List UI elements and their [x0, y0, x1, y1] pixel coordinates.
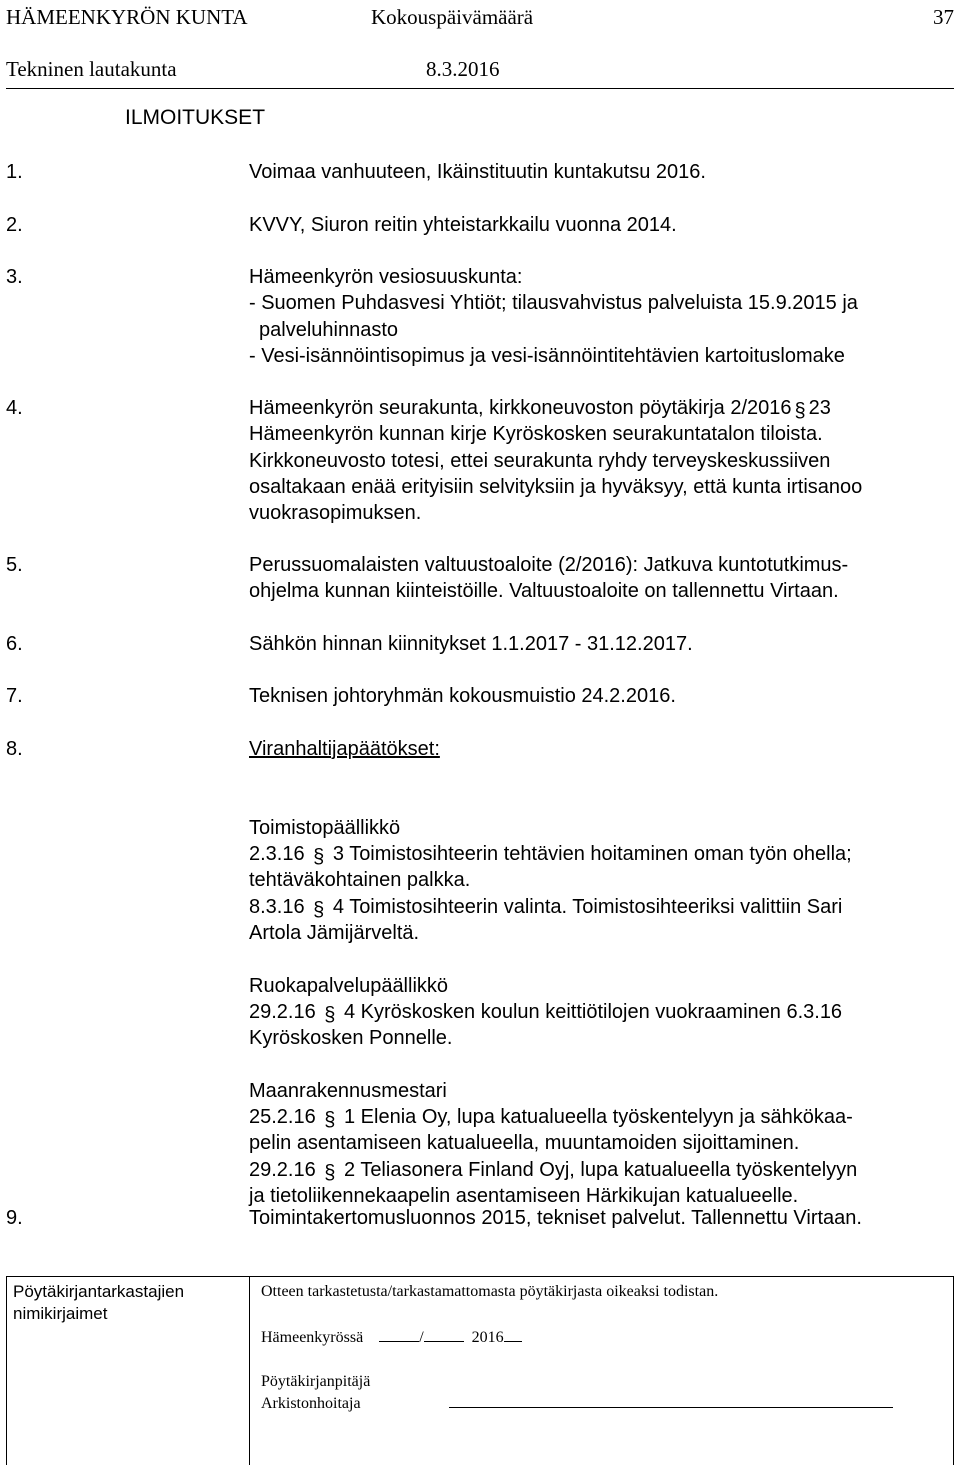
item-number: 6.	[6, 633, 23, 655]
decision-number: 1	[343, 1106, 356, 1129]
item-number: 1.	[6, 161, 23, 183]
item-number: 2.	[6, 214, 23, 236]
header-divider	[6, 88, 954, 89]
archivist-role: Arkistonhoitaja	[261, 1395, 361, 1412]
item-text: Hämeenkyrön seurakunta, kirkkoneuvoston pöytäkirja 2/2016	[249, 397, 792, 419]
place-name: Hämeenkyrössä	[261, 1329, 364, 1346]
decision-number: 4	[332, 895, 344, 918]
section-sign-icon: §	[313, 846, 325, 869]
meeting-date-label: Kokouspäivämäärä	[371, 5, 534, 29]
section-sign-icon: §	[313, 898, 325, 921]
decision-date: 25.2.16	[249, 1106, 316, 1129]
decision-text: Artola Jämijärveltä.	[249, 922, 420, 945]
recorder-role: Pöytäkirjanpitäjä	[261, 1373, 371, 1390]
item-text: - Vesi-isännöintisopimus ja vesi-isännöintitehtävien kartoituslomake	[249, 344, 845, 367]
decision-text: Toimistosihteerin valinta. Toimistosihteeriksi valittiin Sari	[349, 895, 843, 918]
item-text: - Suomen Puhdasvesi Yhtiöt; tilausvahvistus palveluista 15.9.2015 ja	[249, 292, 858, 315]
signature-year: 2016	[471, 1329, 504, 1346]
item-text: Toimintakertomusluonnos 2015, tekniset palvelut. Tallennettu Virtaan.	[249, 1207, 862, 1229]
decision-number: 2	[343, 1158, 356, 1181]
decision-date: 29.2.16	[249, 1000, 316, 1023]
inspector-initials-box	[6, 1277, 250, 1465]
decision-number: 3	[332, 843, 344, 866]
decision-text: Elenia Oy, lupa katualueella työskentelyyn ja sähkökaa-	[360, 1106, 853, 1129]
page-header	[6, 2, 954, 92]
item-number: 5.	[6, 554, 23, 576]
decision-text: Toimistosihteerin tehtävien hoitaminen oman työn ohella;	[349, 843, 852, 866]
date-slash: /	[419, 1329, 424, 1346]
official-title: Maanrakennusmestari	[249, 1079, 447, 1102]
item-text: Sähkön hinnan kiinnitykset 1.1.2017 - 31.12.2017.	[249, 633, 693, 655]
item-text: vuokrasopimuksen.	[249, 502, 422, 525]
item-text: Kirkkoneuvosto totesi, ettei seurakunta ryhdy terveyskeskussiiven	[249, 449, 831, 472]
official-title: Ruokapalvelupäällikkö	[249, 974, 449, 997]
decision-date: 8.3.16	[249, 895, 305, 918]
certification-box	[249, 1277, 954, 1465]
item-text: Hämeenkyrön kunnan kirje Kyröskosken seurakuntatalon tiloista.	[249, 423, 823, 446]
decisions-heading: Viranhaltijapäätökset:	[249, 738, 440, 760]
decision-text: Kyröskosken koulun keittiötilojen vuokraaminen 6.3.16	[360, 1000, 843, 1023]
decision-text: Kyröskosken Ponnelle.	[249, 1027, 453, 1050]
page-number: 37	[933, 5, 954, 29]
day-blank	[379, 1327, 419, 1342]
section-title: ILMOITUKSET	[125, 106, 266, 129]
decision-text: pelin asentamiseen katualueella, muuntamoiden sijoittaminen.	[249, 1132, 800, 1155]
item-text: 23	[808, 397, 831, 419]
signature-place-date	[261, 1327, 522, 1347]
section-sign-icon: §	[324, 1003, 336, 1026]
year-blank	[504, 1327, 522, 1342]
item-number: 9.	[6, 1207, 23, 1229]
item-number: 4.	[6, 397, 23, 419]
decision-date: 2.3.16	[249, 843, 305, 866]
item-text: ohjelma kunnan kiinteistöille. Valtuustoaloite on tallennettu Virtaan.	[249, 580, 839, 603]
item-text: Hämeenkyrön vesiosuuskunta:	[249, 266, 523, 288]
item-number: 7.	[6, 685, 23, 707]
decision-date: 29.2.16	[249, 1158, 316, 1181]
organization-name: HÄMEENKYRÖN KUNTA	[6, 5, 248, 29]
item-number: 3.	[6, 266, 23, 288]
decision-text: tehtäväkohtainen palkka.	[249, 869, 471, 892]
decision-text: Teliasonera Finland Oyj, lupa katualueella työskentelyyn	[360, 1158, 858, 1181]
meeting-date: 8.3.2016	[426, 57, 500, 81]
official-title: Toimistopäällikkö	[249, 816, 401, 839]
decision-text: ja tietoliikennekaapelin asentamiseen Härkikujan katualueelle.	[249, 1185, 799, 1208]
item-text: Teknisen johtoryhmän kokousmuistio 24.2.2016.	[249, 685, 676, 707]
inspector-label-line1: Pöytäkirjantarkastajien	[13, 1282, 185, 1301]
committee-name: Tekninen lautakunta	[6, 57, 177, 81]
item-text: Perussuomalaisten valtuustoaloite (2/2016): Jatkuva kuntotutkimus-	[249, 554, 849, 576]
item-text: palveluhinnasto	[259, 318, 398, 341]
section-sign-icon: §	[324, 1109, 336, 1132]
item-text: Voimaa vanhuuteen, Ikäinstituutin kuntakutsu 2016.	[249, 161, 706, 183]
item-number: 8.	[6, 738, 23, 760]
decision-number: 4	[343, 1000, 356, 1023]
section-sign-icon: §	[794, 400, 806, 422]
inspector-label-line2: nimikirjaimet	[13, 1304, 108, 1323]
page-footer	[6, 1276, 954, 1465]
signature-line	[449, 1393, 893, 1408]
item-text: KVVY, Siuron reitin yhteistarkkailu vuonna 2014.	[249, 214, 677, 236]
item-text: osaltakaan enää erityisiin selvityksiin ja hyväksyy, että kunta irtisanoo	[249, 475, 863, 498]
month-blank	[424, 1327, 464, 1342]
certification-text: Otteen tarkastetusta/tarkastamattomasta pöytäkirjasta oikeaksi todistan.	[261, 1283, 719, 1300]
section-sign-icon: §	[324, 1161, 336, 1184]
